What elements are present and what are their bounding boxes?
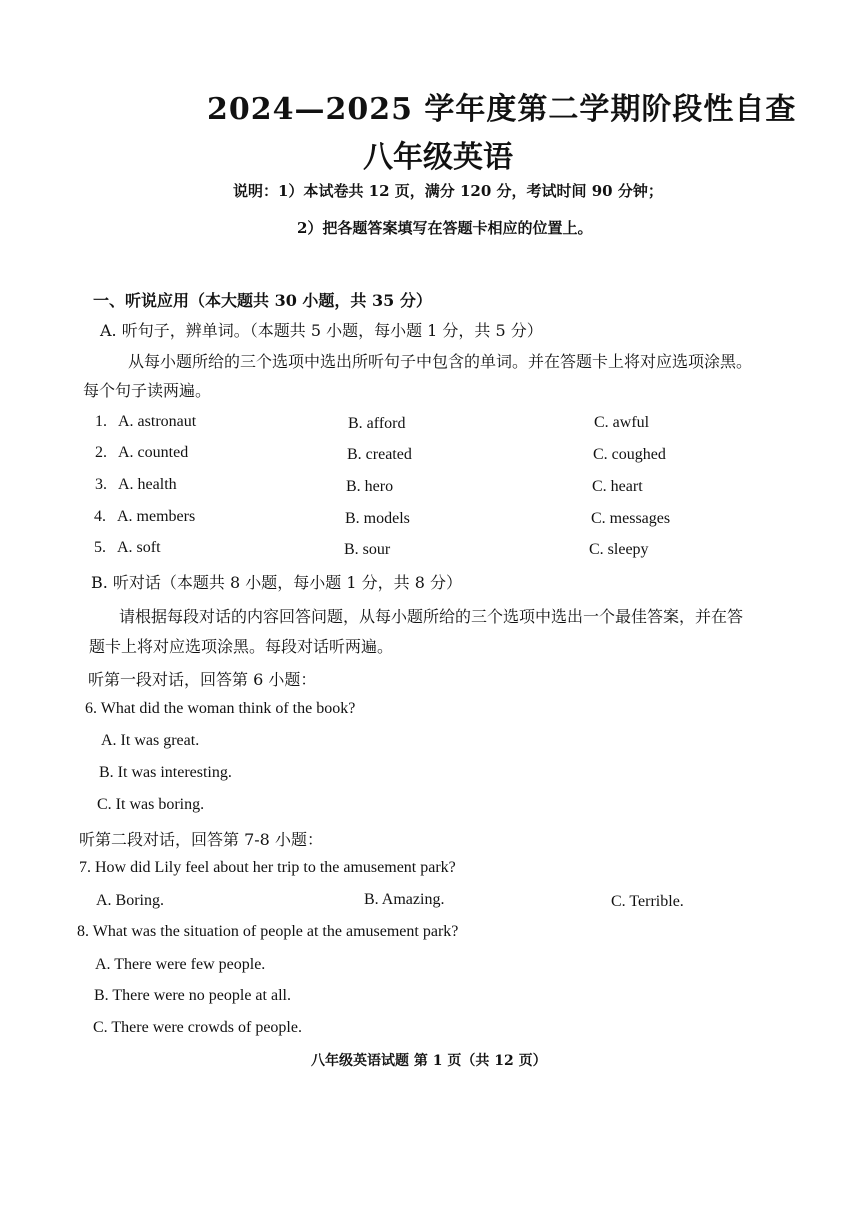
q7-option-a: A. Boring. bbox=[96, 892, 164, 909]
option-b: B. afford bbox=[348, 415, 406, 432]
q8-option-a: A. There were few people. bbox=[95, 956, 266, 973]
q6-option-c: C. It was boring. bbox=[97, 796, 205, 813]
q8-option-b: B. There were no people at all. bbox=[94, 987, 291, 1004]
exam-note-2: 2）把各题答案填写在答题卡相应的位置上。 bbox=[297, 219, 593, 237]
q7-option-b: B. Amazing. bbox=[364, 891, 445, 908]
option-c: C. awful bbox=[594, 414, 650, 431]
question-8: 8. What was the situation of people at the amusement park? bbox=[77, 923, 459, 940]
option-c: C. heart bbox=[592, 478, 643, 495]
item-number: 3. bbox=[95, 476, 107, 493]
option-c: C. sleepy bbox=[589, 541, 649, 558]
page-footer: 八年级英语试题 第 1 页（共 12 页） bbox=[311, 1053, 547, 1069]
q6-option-a: A. It was great. bbox=[101, 732, 200, 749]
part-b-instruction-2: 题卡上将对应选项涂黑。每段对话听两遍。 bbox=[89, 637, 394, 656]
question-7: 7. How did Lily feel about her trip to the amusement park? bbox=[79, 859, 456, 876]
exam-title: 2024—2025 学年度第二学期阶段性自查 bbox=[207, 92, 797, 127]
option-a: A. health bbox=[118, 476, 177, 493]
q7-option-c: C. Terrible. bbox=[611, 893, 684, 910]
part-a-heading: A. 听句子，辨单词。（本题共 5 小题，每小题 1 分，共 5 分） bbox=[100, 321, 543, 340]
dialogue-1-heading: 听第一段对话，回答第 6 小题： bbox=[88, 670, 317, 689]
option-b: B. models bbox=[345, 510, 410, 527]
part-b-instruction-1: 请根据每段对话的内容回答问题，从每小题所给的三个选项中选出一个最佳答案，并在答 bbox=[119, 607, 744, 626]
dialogue-2-heading: 听第二段对话，回答第 7-8 小题： bbox=[79, 830, 323, 849]
option-b: B. created bbox=[347, 446, 412, 463]
section-heading: 一、听说应用（本大题共 30 小题，共 35 分） bbox=[93, 291, 432, 310]
item-number: 2. bbox=[95, 444, 107, 461]
question-6: 6. What did the woman think of the book? bbox=[85, 700, 356, 717]
q8-option-c: C. There were crowds of people. bbox=[93, 1019, 302, 1036]
part-b-heading: B. 听对话（本题共 8 小题，每小题 1 分，共 8 分） bbox=[91, 573, 462, 592]
item-number: 5. bbox=[94, 539, 106, 556]
option-a: A. soft bbox=[117, 539, 161, 556]
option-b: B. hero bbox=[346, 478, 394, 495]
option-b: B. sour bbox=[344, 541, 391, 558]
option-a: A. members bbox=[117, 508, 196, 525]
exam-subtitle: 八年级英语 bbox=[363, 140, 513, 175]
option-a: A. counted bbox=[118, 444, 189, 461]
item-number: 1. bbox=[95, 413, 107, 430]
part-a-instruction-2: 每个句子读两遍。 bbox=[83, 381, 212, 400]
q6-option-b: B. It was interesting. bbox=[99, 764, 232, 781]
exam-note-1: 说明：1）本试卷共 12 页，满分 120 分，考试时间 90 分钟； bbox=[233, 182, 663, 200]
part-a-instruction-1: 从每小题所给的三个选项中选出所听句子中包含的单词。并在答题卡上将对应选项涂黑。 bbox=[128, 352, 753, 371]
option-a: A. astronaut bbox=[118, 413, 197, 430]
option-c: C. messages bbox=[591, 510, 671, 527]
option-c: C. coughed bbox=[593, 446, 666, 463]
item-number: 4. bbox=[94, 508, 106, 525]
